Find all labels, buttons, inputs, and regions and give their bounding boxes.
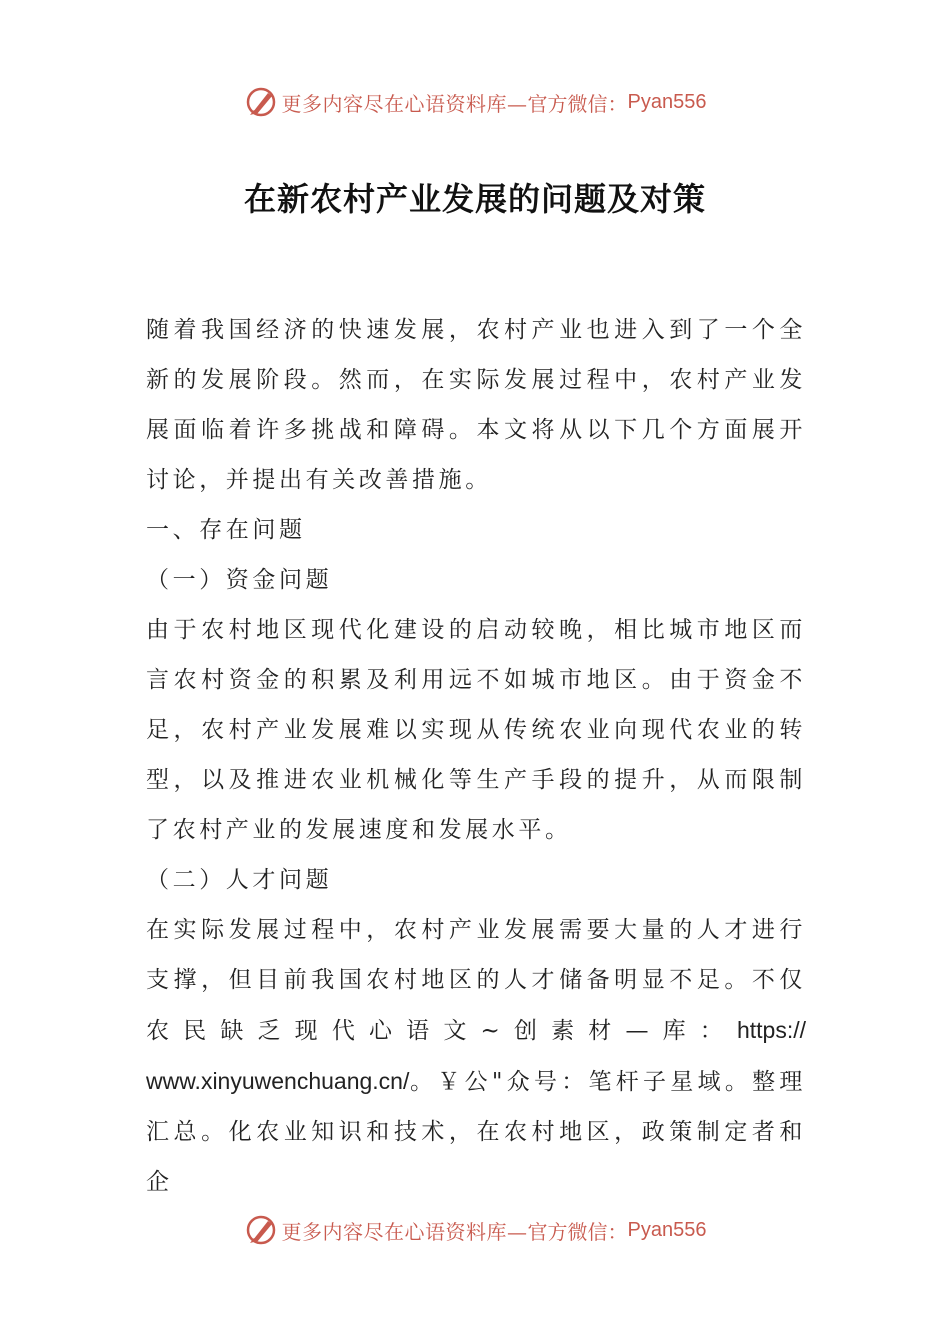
banner-wechat-id: Pyan556 [627,90,707,113]
document-title: 在新农村产业发展的问题及对策 [243,180,706,218]
pen-logo-icon [244,85,278,119]
banner-wechat-label: 官方微信： [527,1219,628,1244]
talent-text-b: 。￥公"众号：笔杆子星域。整理汇总。化农业知识和技术，在农村地区，政策制定者和企 [146,1069,806,1195]
funding-paragraph: 由于农村地区现代化建设的启动较晚，相比城市地区而言农村资金的积累及利用远不如城市地区。由于资金不足，农村产业发展难以实现从传统农业向现代农业的转型，以及推进农业机械化等生产手段的提升，从而限制了农村产业的发展速度和发展水平。 [146,617,806,843]
site-url-prefix[interactable]: https:// [736,1017,806,1043]
banner-text: 更多内容尽在心语资料库— [281,1219,528,1244]
section-heading-problems: 一、存在问题 [146,517,306,543]
subheading-talent: （二）人才问题 [146,867,333,893]
footer-banner [0,1210,950,1250]
document-body [146,305,806,1207]
talent-text-a: 在实际发展过程中，农村产业发展需要大量的人才进行支撑，但目前我国农村地区的人才储备明显不足。不仅农民缺乏现代心语文~创素材—库： [146,917,806,1044]
subheading-funding: （一）资金问题 [146,567,333,593]
header-banner [0,82,950,122]
intro-paragraph: 随着我国经济的快速发展，农村产业也进入到了一个全新的发展阶段。然而，在实际发展过程中，农村产业发展面临着许多挑战和障碍。本文将从以下几个方面展开讨论，并提出有关改善措施。 [146,317,806,493]
banner-wechat-id: Pyan556 [627,1218,707,1241]
site-url[interactable]: www.xinyuwenchuang.cn/ [146,1068,410,1094]
talent-paragraph-part2 [146,1056,806,1207]
pen-logo-icon [244,1213,278,1247]
talent-paragraph-part1 [146,905,806,1056]
banner-wechat-label: 官方微信： [527,91,628,116]
banner-text: 更多内容尽在心语资料库— [281,91,528,116]
